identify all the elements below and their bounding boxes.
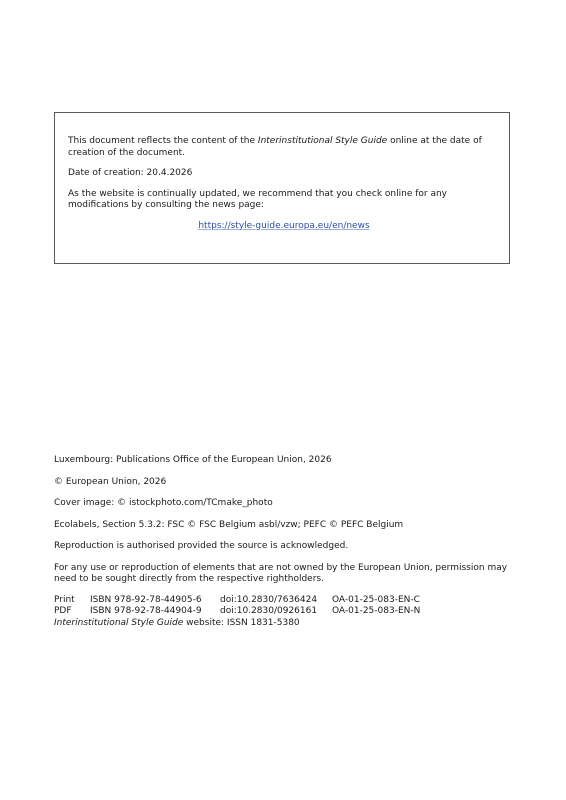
notice-intro-after: online at the date of creation of the document. bbox=[68, 136, 482, 158]
isbn-cell: ISBN 978-92-78-44904-9 bbox=[90, 606, 202, 616]
notice-content bbox=[68, 136, 500, 232]
format-cell: Print bbox=[54, 594, 75, 605]
permission-line: For any use or reproduction of elements that are not owned by the European Union, permission may need to be sought directly from the respective rightholders. bbox=[54, 562, 508, 584]
issn-number: website: ISSN 1831-5380 bbox=[183, 617, 300, 628]
format-cell: PDF bbox=[54, 606, 72, 616]
copyright-line: © European Union, 2026 bbox=[54, 476, 167, 487]
catalogue-cell: OA-01-25-083-EN-N bbox=[332, 606, 421, 616]
doi-cell: doi:10.2830/0926161 bbox=[220, 606, 318, 616]
colophon bbox=[54, 455, 514, 639]
notice-intro bbox=[68, 136, 500, 159]
identifiers-table bbox=[54, 595, 420, 618]
isbn-cell: ISBN 978-92-78-44905-6 bbox=[90, 594, 202, 605]
news-link-row bbox=[68, 221, 500, 233]
doi-cell: doi:10.2830/7636424 bbox=[220, 594, 318, 605]
creation-date: Date of creation: 20.4.2026 bbox=[68, 168, 193, 178]
cover-image-credit: Cover image: © istockphoto.com/TCmake_photo bbox=[54, 498, 273, 508]
table-row bbox=[54, 606, 420, 618]
notice-intro-before: This document reflects the content of the bbox=[68, 136, 258, 146]
update-notice: As the website is continually updated, we recommend that you check online for any modifications by consulting the news page: bbox=[68, 188, 448, 210]
notice-box bbox=[54, 112, 510, 264]
publisher-line: Luxembourg: Publications Office of the European Union, 2026 bbox=[54, 455, 332, 465]
reproduction-line: Reproduction is authorised provided the source is acknowledged. bbox=[54, 541, 349, 551]
news-page-link[interactable]: https://style-guide.europa.eu/en/news bbox=[198, 220, 370, 231]
catalogue-cell: OA-01-25-083-EN-C bbox=[332, 594, 420, 605]
notice-intro-title: Interinstitutional Style Guide bbox=[257, 136, 388, 146]
ecolabels-line: Ecolabels, Section 5.3.2: FSC © FSC Belgium asbl/vzw; PEFC © PEFC Belgium bbox=[54, 519, 404, 530]
issn-line bbox=[54, 618, 514, 630]
issn-title: Interinstitutional Style Guide bbox=[54, 617, 184, 628]
table-row bbox=[54, 595, 420, 607]
